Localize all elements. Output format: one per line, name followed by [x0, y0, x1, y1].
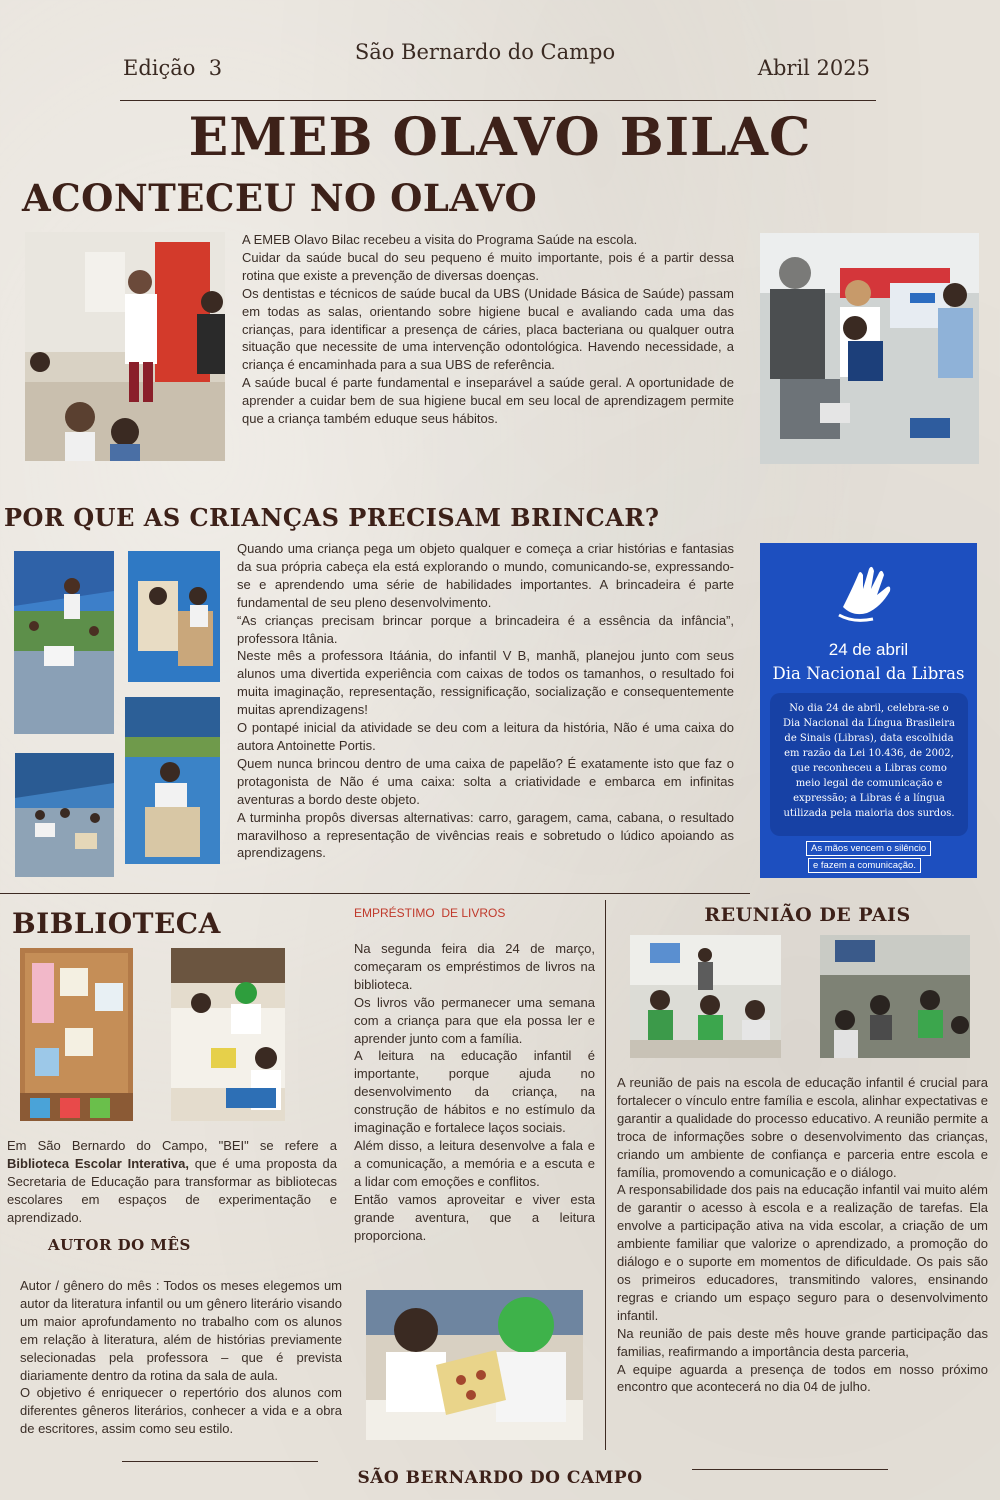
emprestimo-heading: EMPRÉSTIMO DE LIVROS: [354, 906, 506, 920]
column-divider: [605, 900, 606, 1450]
reading-kids-photo: [366, 1290, 583, 1440]
masthead-city: São Bernardo do Campo: [354, 40, 616, 64]
masthead-divider: [120, 100, 876, 101]
page-title: EMEB OLAVO BILAC: [188, 107, 812, 168]
libras-tag-2: e fazem a comunicação.: [808, 858, 921, 873]
library-board-photo: [20, 948, 133, 1121]
section-heading-autor: AUTOR DO MÊS: [48, 1236, 191, 1254]
brincar-text: Quando uma criança pega um objeto qualquer e começa a criar histórias e fantasias da sua própria cabeça ela está explorando o mundo, comunicando-se, expressando-se e aprendendo uma série de habilidades importantes. A brincadeira é parte fundamental de seu pleno desenvolvimento. “As crianças precisam brincar porque a brincadeira é a essência da infância”, professora Itânia. Neste mês a professora Itáánia, do infantil V B, manhã, planejou junto com seus alunos uma divertida experiência com caixas de todos os tamanhos, o resultado foi muita imaginação, representação, ressignificação, socialização e consequentemente muitas aprendizagens! O pontapé inicial da atividade se deu com a leitura da história, Não é uma caixa do autora Antoinette Portis. Quem nunca brincou dentro de uma caixa de papelão? É exatamente isto que faz o protagonista de Não é uma caixa: solta a criatividade e embarca em infinitas aventuras a bordo deste objeto. A turminha propôs diversas alternativas: carro, garagem, cama, cabana, o resultado maravilhoso a representação de vivências reais e sobretudo o lúdico apoiando as aprendizagens.: [237, 541, 734, 861]
section-heading-reuniao: REUNIÃO DE PAIS: [704, 904, 911, 926]
box-play-photo-4: [15, 753, 114, 877]
autor-text: Autor / gênero do mês : Todos os meses elegemos um autor da literatura infantil ou um gênero literário visando um maior aprofundamento no trabalho com os alunos em relação à literatura, além de histórias previamente selecionadas pela professora – que é prevista diariamente dentro da rotina da sala de aula. O objetivo é enriquecer o repertório dos alunos com diferentes gêneros literários, conhecer a vida e a obra de escritores, assim como seu estilo.: [20, 1278, 342, 1437]
library-reading-photo: [171, 948, 285, 1121]
section-heading-aconteceu: ACONTECEU NO OLAVO: [22, 176, 538, 220]
box-play-photo-1: [14, 551, 114, 734]
meeting-photo-2: [820, 935, 970, 1058]
meeting-photo-1: [630, 935, 781, 1058]
libras-text-box: [770, 693, 968, 836]
footer-line-right: [692, 1469, 888, 1470]
dental-visit-photo-2: [760, 233, 979, 464]
section-divider: [0, 893, 750, 894]
box-play-photo-3: [125, 697, 220, 864]
emprestimo-text: Na segunda feira dia 24 de março, começaram os empréstimos de livros na biblioteca. Os livros vão permanecer uma semana com a criança para que ela possa ler e aprender junto com a família. A leitura na educação infantil é importante, porque ajuda no desenvolvimento da criança, na construção de hábitos e no estímulo da imaginação e fortalece laços sociais. Além disso, a leitura desenvolve a fala e a comunicação, a memória e a escuta e a lidar com emoções e conflitos. Então vamos aproveitar e viver esta grande aventura, que a leitura proporciona.: [354, 941, 595, 1243]
libras-text: No dia 24 de abril, celebra-se o Dia Nacional da Língua Brasileira de Sinais (Libras), data escolhida em razão da Lei 10.436, de 2002, que reconheceu a Libras como meio legal de comunicação e expressão; a Libras é a língua utilizada pela maioria dos surdos.: [783, 703, 955, 819]
libras-card: [760, 543, 977, 878]
libras-title: Dia Nacional da Libras: [772, 664, 965, 683]
section-heading-brincar: POR QUE AS CRIANÇAS PRECISAM BRINCAR?: [4, 503, 660, 532]
reuniao-text: A reunião de pais na escola de educação infantil é crucial para fortalecer o vínculo entre família e escola, alinhar expectativas e garantir a qualidade do processo educativo. A reunião permite a troca de informações sobre o desenvolvimento das crianças, criando um ambiente de confiança e parceria entre escola e família, promovendo a comunicação e o diálogo. A responsabilidade dos pais na educação infantil vai muito além de garantir o acesso à escola e a realização de tarefas. Ela envolve a participação ativa na vida escolar, a criação de um ambiente familiar que valorize o aprendizado, a promoção do diálogo e o suporte em momentos de dificuldade. Os pais são os primeiros educadores, transmitindo valores, ensinando regras e criando um espaço seguro para o desenvolvimento infantil. Na reunião de pais deste mês houve grande participação das familias, reafirmando a importância desta parceria, A equipe aguarda a presença de todos em nosso próximo encontro que acontecerá no dia 04 de julho.: [617, 1075, 988, 1395]
libras-tag-1: As mãos vencem o silêncio: [806, 841, 931, 856]
libras-date: 24 de abril: [828, 640, 909, 659]
date-label: Abril 2025: [757, 56, 870, 80]
dental-visit-photo-1: [25, 232, 225, 461]
aconteceu-text: A EMEB Olavo Bilac recebeu a visita do Programa Saúde na escola. Cuidar da saúde bucal do seu pequeno é muito importante, pois é a partir dessa rotina que existe a prevenção de diversas doenças. Os dentistas e técnicos de saúde bucal da UBS (Unidade Básica de Saúde) passam em todas as salas, orientando sobre higiene bucal e avaliando cada uma das crianças, para identificar a presença de cáries, placa bacteriana ou qualquer outra situação que necessite de uma intervenção odontológica. Havendo necessidade, a criança é encaminhada para a sua UBS de referência. A saúde bucal é parte fundamental e inseparável a saúde geral. A oportunidade de aprender a cuidar bem de sua higiene bucal em seu local de aprendizagem permite que a criança também eduque seus hábitos.: [242, 232, 734, 427]
box-play-photo-2: [128, 551, 220, 682]
footer-city: SÃO BERNARDO DO CAMPO: [357, 1468, 643, 1488]
hand-sign-icon: [833, 557, 903, 627]
edition-label: Edição 3: [123, 56, 223, 80]
footer-line-left: [122, 1461, 318, 1462]
section-heading-biblioteca: BIBLIOTECA: [12, 907, 221, 940]
biblioteca-text: Em São Bernardo do Campo, "BEI" se refere a Biblioteca Escolar Interativa, que é uma proposta da Secretaria de Educação para transformar as bibliotecas escolares em espaços de experimentação e aprendizado.: [7, 1138, 338, 1225]
